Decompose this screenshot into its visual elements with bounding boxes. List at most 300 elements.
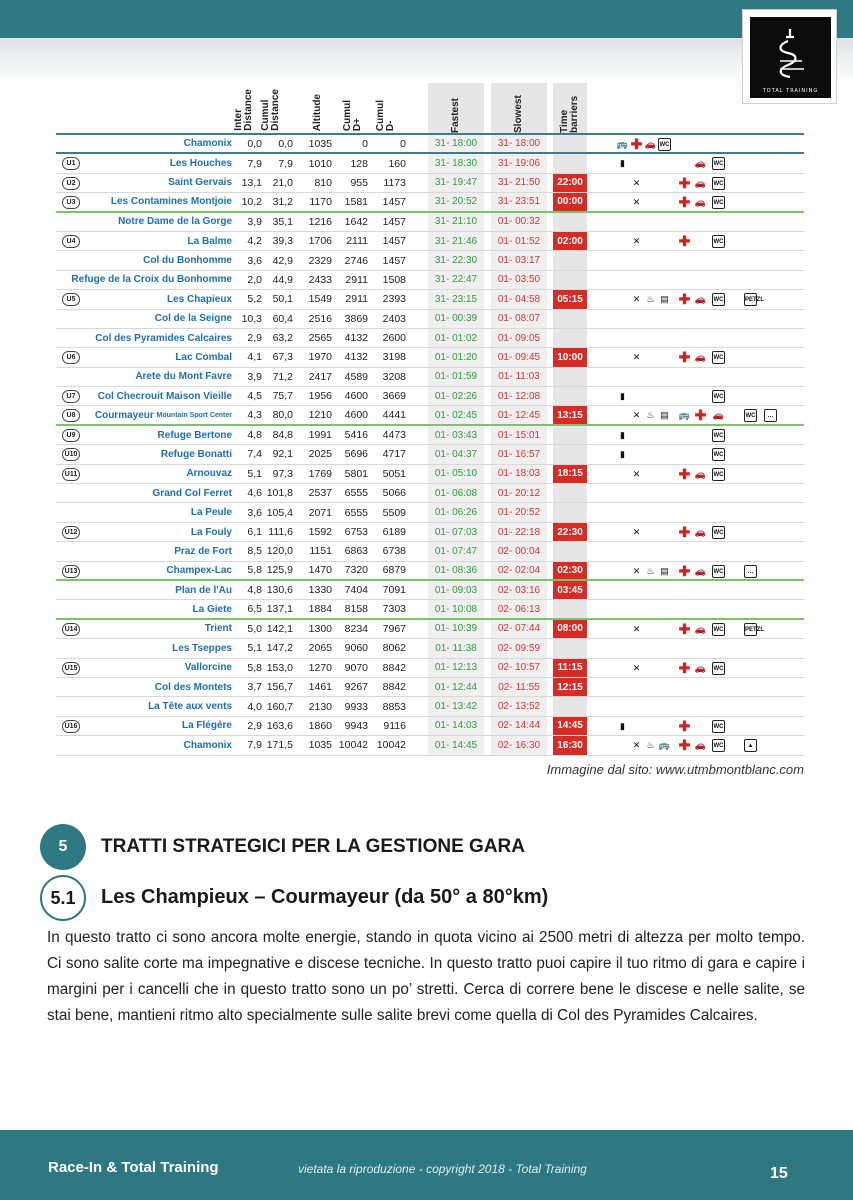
checkpoint-name-text: Trient [204, 623, 232, 635]
slowest-time: 01- 03:50 [491, 271, 547, 289]
time-barrier [553, 251, 587, 269]
logo-caption: TOTAL TRAINING [762, 88, 819, 94]
checkpoint-name-text: La Balme [187, 235, 232, 247]
time-barrier-text: 05:15 [557, 293, 583, 305]
checkpoint-name-text: Col du Bonhomme [143, 255, 232, 267]
cumul-dplus: 6863 [344, 545, 368, 558]
food-icon: ✕ [632, 352, 641, 363]
checkpoint-name [78, 232, 232, 250]
cumul-dminus: 5066 [382, 487, 406, 500]
checkpoint-name-text: Refuge Bertone [157, 429, 232, 441]
time-barrier [553, 329, 587, 347]
wc-icon: WC [712, 526, 725, 539]
checkpoint-badge: U3 [62, 196, 80, 209]
time-barrier [553, 387, 587, 405]
altitude: 1300 [308, 622, 332, 635]
cumul-dplus: 955 [350, 176, 368, 189]
food-icon: ✕ [632, 294, 641, 305]
header-cumul-dminus: Cumul D- [375, 99, 396, 131]
wc-icon: WC [712, 623, 725, 636]
wc-icon: WC [712, 448, 725, 461]
section-5-1-number: 5.1 [40, 875, 86, 921]
slowest-time: 02- 14:44 [491, 717, 547, 735]
wc-icon: WC [744, 409, 757, 422]
checkpoint-badge: U6 [62, 351, 80, 364]
checkpoint-name [78, 484, 232, 502]
checkpoint-name-text: Les Houches [169, 158, 232, 170]
service-icons [616, 600, 801, 617]
slowest-time: 02- 11:55 [491, 678, 547, 696]
table-row [56, 348, 804, 367]
cumul-dminus: 0 [400, 137, 406, 150]
time-barrier [553, 542, 587, 560]
altitude: 2071 [308, 506, 332, 519]
shower-icon: ♨ [646, 565, 655, 576]
altitude: 1970 [308, 351, 332, 364]
table-row [56, 503, 804, 522]
cumul-dplus: 9267 [344, 681, 368, 694]
time-barrier [553, 523, 587, 541]
cross-icon: ✚ [678, 291, 691, 308]
section-5-1-title: Les Champieux – Courmayeur (da 50° a 80°km) [101, 886, 549, 908]
service-icons [616, 368, 801, 386]
cross-icon: ✚ [678, 349, 691, 366]
header-slowest: Slowest [491, 83, 547, 133]
service-icons [616, 154, 801, 172]
slowest-time: 02- 00:04 [491, 542, 547, 560]
checkpoint-name-text: La Flégère [181, 720, 232, 732]
cumul-dminus: 6738 [382, 545, 406, 558]
bus-icon: 🚌 [616, 139, 629, 149]
wc-icon: WC [712, 196, 725, 209]
checkpoint-badge: U7 [62, 390, 80, 403]
cumul-dminus: 1173 [383, 176, 406, 189]
slowest-time: 01- 09:05 [491, 329, 547, 347]
checkpoint-name-text: Col Checrouit Maison Vieille [97, 390, 232, 402]
cumul-dplus: 4589 [344, 370, 368, 383]
cumul-dplus: 4132 [344, 332, 368, 345]
cumul-distance: 50,1 [272, 293, 293, 306]
altitude: 1216 [308, 215, 332, 228]
time-barrier-text: 18:15 [557, 468, 583, 480]
checkpoint-badge: U12 [62, 526, 80, 539]
slowest-time: 31- 18:00 [491, 135, 547, 152]
checkpoint-name-text: Lac Combal [175, 351, 232, 363]
inter-distance: 4,5 [247, 390, 262, 403]
car-icon: 🚗 [694, 197, 707, 208]
cumul-dplus: 6555 [344, 506, 368, 519]
fastest-time: 31- 21:46 [428, 232, 484, 250]
cumul-dplus: 128 [350, 157, 368, 170]
altitude: 1860 [308, 719, 332, 732]
altitude: 1461 [308, 681, 332, 694]
table-row [56, 581, 804, 600]
service-icons [616, 348, 801, 366]
time-barrier-text: 02:30 [557, 564, 583, 576]
checkpoint-name-sub: Mountain Sport Center [156, 411, 232, 419]
food-icon: ✕ [632, 526, 641, 537]
inter-distance: 6,1 [247, 526, 262, 538]
service-icons [616, 717, 801, 735]
service-icons [616, 445, 801, 463]
cumul-dplus: 1581 [344, 195, 368, 208]
table-row [56, 406, 804, 425]
cumul-distance: 156,7 [266, 681, 293, 694]
time-barrier [553, 581, 587, 599]
service-icons [616, 135, 801, 152]
service-icons [616, 581, 801, 599]
cumul-dminus: 7303 [382, 603, 406, 616]
table-row [56, 562, 804, 581]
cumul-dplus: 1642 [344, 215, 368, 228]
cumul-dminus: 4473 [382, 429, 406, 442]
checkpoint-name [78, 600, 232, 617]
table-row [56, 542, 804, 561]
checkpoint-badge: U11 [62, 468, 80, 481]
slowest-time: 31- 23:51 [491, 193, 547, 210]
inter-distance: 2,0 [247, 273, 262, 286]
cumul-distance: 35,1 [272, 215, 293, 228]
service-icons [616, 639, 801, 657]
cumul-dminus: 8062 [382, 642, 406, 655]
inter-distance: 5,8 [247, 564, 262, 577]
inter-distance: 5,1 [247, 467, 262, 480]
altitude: 2329 [308, 254, 332, 267]
service-icons [616, 232, 801, 250]
inter-distance: 3,9 [247, 215, 262, 228]
time-barrier-text: 11:15 [557, 662, 583, 674]
checkpoint-name-text: Refuge de la Croix du Bonhomme [71, 274, 232, 286]
cumul-dplus: 7404 [344, 584, 368, 597]
fastest-time: 01- 02:26 [428, 387, 484, 405]
inter-distance: 3,9 [247, 370, 262, 383]
altitude: 1706 [308, 235, 332, 248]
checkpoint-name [78, 736, 232, 754]
altitude: 1592 [308, 526, 332, 538]
cumul-dplus: 2911 [345, 293, 368, 306]
cumul-dminus: 3198 [382, 351, 406, 364]
inter-distance: 7,9 [247, 157, 262, 170]
slowest-time: 01- 16:57 [491, 445, 547, 463]
cumul-dplus: 6753 [344, 526, 368, 538]
time-barrier [553, 174, 587, 192]
service-icons [616, 620, 801, 638]
food-icon: ✕ [632, 623, 641, 634]
car-icon: 🚗 [694, 526, 707, 537]
inter-distance: 0,0 [247, 137, 262, 150]
altitude: 2516 [308, 312, 332, 325]
time-barrier [553, 620, 587, 638]
checkpoint-name [78, 659, 232, 677]
inter-distance: 3,6 [247, 254, 262, 267]
time-barrier [553, 348, 587, 366]
section-5-1-body: In questo tratto ci sono ancora molte energie, stando in quota vicino ai 2500 metri di altezza per molto tempo. Ci sono salite corte ma impegnative e discese tecniche. In questo tratto puoi capire il tuo ritmo di gara e capire i margini per i cancelli che in questo tratto sono un po’ stretti. Cerca di correre bene le discese e nelle salite, se stai bene, mantieni ritmo alto specialmente sulle salite brevi come quella di Col des Pyramides Calcaires. [47, 929, 805, 1024]
cumul-dplus: 5696 [344, 448, 368, 461]
checkpoint-name [78, 503, 232, 521]
altitude: 2025 [308, 448, 332, 461]
header-inter-distance: Inter Distance [233, 89, 254, 131]
checkpoint-name-text: Col des Pyramides Calcaires [95, 332, 232, 344]
fastest-time: 01- 04:37 [428, 445, 484, 463]
checkpoint-name-text: La Peule [190, 507, 232, 519]
checkpoint-name [78, 213, 232, 231]
checkpoint-badge: U4 [62, 235, 80, 248]
fastest-time: 01- 14:45 [428, 736, 484, 754]
cumul-distance: 120,0 [266, 545, 293, 558]
top-bar [0, 0, 853, 38]
car-icon: 🚗 [694, 294, 707, 305]
petzl-icon: PETZL [744, 293, 757, 306]
cumul-distance: 44,9 [272, 273, 293, 286]
fastest-time: 01- 10:39 [428, 620, 484, 638]
wc-icon: WC [712, 177, 725, 190]
wc-icon: WC [712, 429, 725, 442]
service-icons [616, 193, 801, 210]
checkpoint-name [78, 542, 232, 560]
cumul-distance: 101,8 [266, 487, 293, 500]
cumul-distance: 153,0 [266, 661, 293, 674]
table-row [56, 213, 804, 232]
slowest-time: 01- 12:45 [491, 406, 547, 423]
inter-distance: 3,7 [247, 681, 262, 694]
cumul-dminus: 4717 [382, 448, 406, 461]
table-row [56, 639, 804, 658]
cumul-dminus: 1457 [382, 254, 406, 267]
cumul-dplus: 9060 [344, 642, 368, 655]
fastest-time: 01- 10:08 [428, 600, 484, 617]
checkpoint-name [78, 465, 232, 483]
top-bar-fade [0, 38, 853, 84]
fastest-time: 01- 14:03 [428, 717, 484, 735]
altitude: 2065 [308, 642, 332, 655]
cumul-distance: 130,6 [266, 584, 293, 597]
footer [0, 1130, 853, 1200]
inter-distance: 7,4 [247, 448, 262, 461]
checkpoint-name [78, 406, 232, 423]
slowest-time: 01- 15:01 [491, 426, 547, 444]
cumul-dplus: 10042 [338, 739, 368, 752]
fastest-time: 01- 09:03 [428, 581, 484, 599]
cumul-dminus: 1457 [382, 195, 406, 208]
inter-distance: 4,0 [247, 700, 262, 713]
cumul-dminus: 5509 [382, 506, 406, 519]
shower-icon: ♨ [646, 740, 655, 751]
slowest-time: 01- 11:03 [491, 368, 547, 386]
food-icon: ✕ [632, 468, 641, 479]
cumul-dplus: 8234 [344, 622, 368, 635]
fastest-time: 01- 06:08 [428, 484, 484, 502]
food-icon: ✕ [632, 662, 641, 673]
table-row [56, 368, 804, 387]
car-icon: 🚗 [712, 410, 725, 421]
table-row [56, 465, 804, 484]
slowest-time: 02- 07:44 [491, 620, 547, 638]
massage-icon: ▲ [744, 739, 757, 752]
cumul-dplus: 9943 [344, 719, 368, 732]
time-barrier [553, 600, 587, 617]
checkpoint-badge: U14 [62, 623, 80, 636]
fastest-time: 01- 07:47 [428, 542, 484, 560]
service-icons [616, 736, 801, 754]
checkpoint-name-text: Refuge Bonatti [160, 448, 232, 460]
table-row [56, 271, 804, 290]
cumul-dminus: 2403 [382, 312, 406, 325]
fastest-time: 01- 02:45 [428, 406, 484, 423]
service-icons [616, 174, 801, 192]
checkpoint-badge: U13 [62, 565, 80, 578]
fastest-time: 31- 22:30 [428, 251, 484, 269]
inter-distance: 10,2 [241, 195, 262, 208]
inter-distance: 4,8 [247, 584, 262, 597]
slowest-time: 02- 06:13 [491, 600, 547, 617]
cumul-distance: 137,1 [266, 603, 293, 616]
cumul-distance: 171,5 [266, 739, 293, 752]
cumul-dplus: 9933 [344, 700, 368, 713]
race-table [56, 85, 804, 756]
time-barrier [553, 154, 587, 172]
cumul-dplus: 5801 [344, 467, 368, 480]
table-row [56, 329, 804, 348]
service-icons [616, 523, 801, 541]
checkpoint-name-text: La Giete [192, 603, 232, 615]
service-icons [616, 484, 801, 502]
checkpoint-name-text: Notre Dame de la Gorge [118, 216, 232, 228]
service-icons [616, 697, 801, 715]
checkpoint-name-text: La Fouly [190, 526, 232, 538]
time-barrier-text: 12:15 [557, 681, 583, 693]
car-icon: 🚗 [694, 352, 707, 363]
cumul-distance: 75,7 [272, 390, 293, 403]
checkpoint-name-text: La Tête aux vents [148, 701, 232, 713]
cumul-dplus: 5416 [344, 429, 368, 442]
cumul-dplus: 4600 [344, 409, 368, 422]
cumul-dminus: 8842 [382, 661, 406, 674]
wc-icon: WC [712, 565, 725, 578]
car-icon: 🚗 [694, 623, 707, 634]
fastest-time: 31- 20:52 [428, 193, 484, 210]
altitude: 2417 [308, 370, 332, 383]
altitude: 1769 [308, 467, 332, 480]
table-row [56, 717, 804, 736]
checkpoint-name [78, 445, 232, 463]
time-barrier-text: 08:00 [557, 623, 583, 635]
inter-distance: 5,2 [247, 293, 262, 306]
service-icons [616, 542, 801, 560]
car-icon: 🚗 [694, 177, 707, 188]
slowest-time: 01- 01:52 [491, 232, 547, 250]
fastest-time: 31- 23:15 [428, 290, 484, 308]
cumul-distance: 71,2 [272, 370, 293, 383]
altitude: 1210 [308, 409, 332, 422]
checkpoint-badge: U1 [62, 157, 80, 170]
checkpoint-name-text: Les Chapieux [166, 293, 232, 305]
food-icon: ✕ [632, 410, 641, 421]
inter-distance: 4,3 [247, 409, 262, 422]
inter-distance: 5,8 [247, 661, 262, 674]
page-number: 15 [770, 1165, 788, 1182]
inter-distance: 10,3 [241, 312, 262, 325]
cross-icon: ✚ [678, 465, 691, 482]
cumul-distance: 31,2 [272, 195, 293, 208]
fastest-time: 01- 12:13 [428, 659, 484, 677]
checkpoint-name-text: Plan de l'Au [175, 584, 232, 596]
altitude: 1151 [309, 545, 332, 558]
table-row [56, 620, 804, 639]
food-icon: ✕ [632, 197, 641, 208]
cumul-dplus: 3869 [344, 312, 368, 325]
cross-icon: ✚ [678, 232, 691, 249]
cumul-distance: 0,0 [278, 137, 293, 150]
other-icon: … [764, 409, 777, 422]
time-barrier [553, 639, 587, 657]
fastest-time: 01- 01:20 [428, 348, 484, 366]
checkpoint-name [78, 135, 232, 152]
checkpoint-name [78, 581, 232, 599]
time-barrier [553, 717, 587, 735]
car-icon: 🚗 [694, 158, 707, 169]
checkpoint-badge: U10 [62, 448, 80, 461]
cumul-distance: 125,9 [266, 564, 293, 577]
cumul-distance: 105,4 [266, 506, 293, 519]
cross-icon: ✚ [630, 136, 643, 152]
wc-icon: WC [712, 739, 725, 752]
table-row [56, 174, 804, 193]
cumul-dminus: 10042 [376, 739, 406, 752]
petzl-icon: PETZL [744, 623, 757, 636]
checkpoint-name [78, 387, 232, 405]
wc-icon: WC [712, 662, 725, 675]
table-row [56, 154, 804, 173]
checkpoint-name-text: Col de la Seigne [154, 313, 232, 325]
food-icon: ✕ [632, 740, 641, 751]
bus-icon: 🚌 [658, 740, 671, 751]
cumul-dplus: 4132 [344, 351, 368, 364]
cumul-distance: 42,9 [272, 254, 293, 267]
inter-distance: 3,6 [247, 506, 262, 519]
fastest-time: 31- 22:47 [428, 271, 484, 289]
cumul-dminus: 6879 [382, 564, 406, 577]
slowest-time: 02- 03:16 [491, 581, 547, 599]
cross-icon: ✚ [678, 717, 691, 734]
checkpoint-badge: U9 [62, 429, 80, 442]
cross-icon: ✚ [678, 174, 691, 191]
shower-icon: ♨ [646, 410, 655, 421]
slowest-time: 01- 00:32 [491, 213, 547, 231]
time-barrier [553, 193, 587, 210]
header-altitude: Altitude [312, 93, 323, 131]
fastest-time: 01- 07:03 [428, 523, 484, 541]
checkpoint-name [78, 193, 232, 210]
time-barrier-text: 16:30 [557, 739, 583, 751]
cumul-dplus: 9070 [344, 661, 368, 674]
table-header [56, 85, 804, 135]
time-barrier [553, 445, 587, 463]
drink-icon: ▮ [620, 391, 625, 402]
shower-icon: ♨ [646, 294, 655, 305]
slowest-time: 01- 22:18 [491, 523, 547, 541]
checkpoint-name [78, 426, 232, 444]
inter-distance: 7,9 [247, 739, 262, 752]
inter-distance: 5,1 [247, 642, 262, 655]
inter-distance: 2,9 [247, 332, 262, 345]
slowest-time: 01- 03:17 [491, 251, 547, 269]
time-barrier [553, 697, 587, 715]
cumul-dplus: 8158 [344, 603, 368, 616]
cumul-distance: 7,9 [278, 157, 293, 170]
cumul-dminus: 7967 [382, 622, 406, 635]
time-barrier [553, 484, 587, 502]
drink-icon: ▮ [620, 449, 625, 460]
